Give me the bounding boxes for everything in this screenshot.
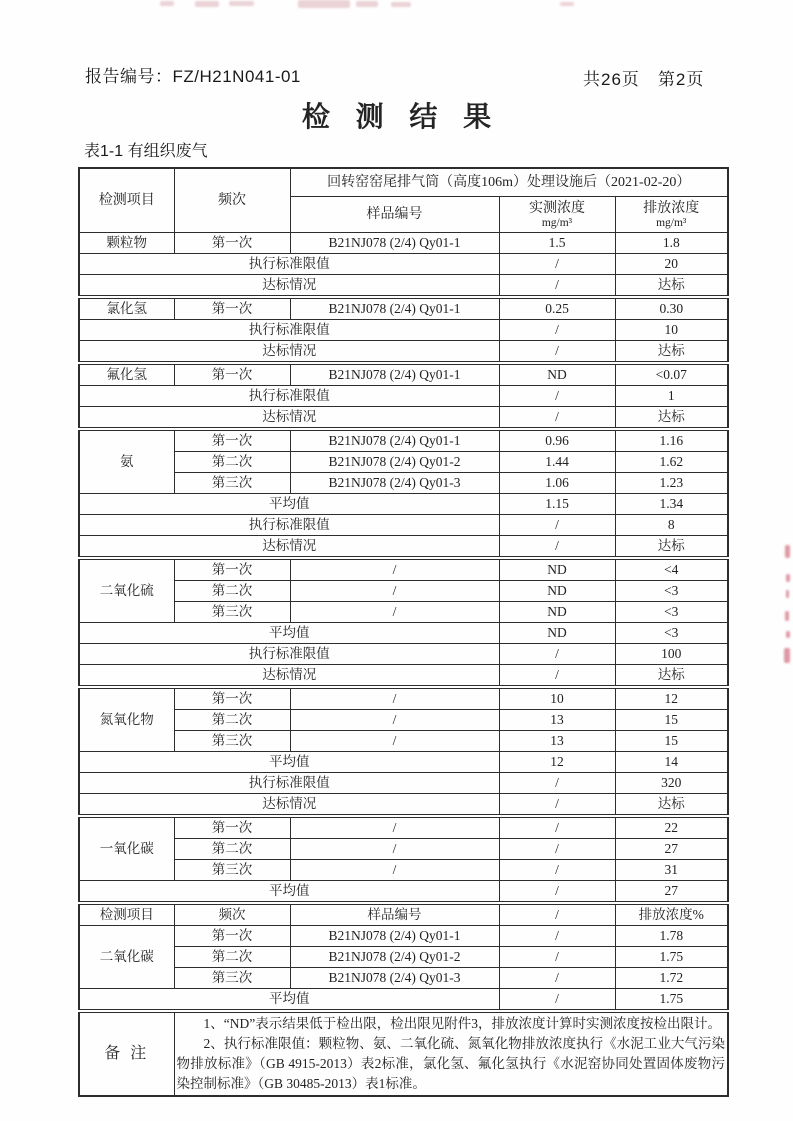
table-cell: /: [499, 989, 615, 1012]
table-cell: 二氧化碳: [79, 926, 174, 989]
table-cell: 执行标准限值: [79, 386, 499, 407]
table-cell: /: [499, 320, 615, 341]
table-cell: <3: [615, 623, 728, 644]
table-cell: 达标: [615, 275, 728, 298]
table-cell: 0.96: [499, 429, 615, 452]
table-row: [79, 839, 728, 860]
stamp-artifact-mark: [229, 1, 254, 6]
results-table-body: [79, 168, 728, 1096]
table-cell: 第一次: [174, 558, 290, 581]
table-row: [79, 1011, 728, 1096]
remark-note-line: 2、执行标准限值：颗粒物、氨、二氧化硫、氮氧化物排放浓度执行《水泥工业大气污染物排放标准》（GB 4915-2013）表2标准，氯化氢、氟化氢执行《水泥窑协同处置固体废物污染控制标准》（GB 30485-2013）表1标准。: [176, 1036, 725, 1091]
table-cell: 一氧化碳: [79, 816, 174, 881]
table-cell: 1.75: [615, 947, 728, 968]
results-table: [78, 167, 729, 1097]
table-cell: 27: [615, 839, 728, 860]
table-cell: /: [499, 794, 615, 817]
table-cell: 15: [615, 710, 728, 731]
table-row: [79, 665, 728, 688]
table-cell: B21NJ078 (2/4) Qy01-2: [290, 452, 499, 473]
table-cell: /: [499, 773, 615, 794]
table-cell: 第一次: [174, 297, 290, 320]
table-cell: <3: [615, 602, 728, 623]
table-cell: 1.8: [615, 233, 728, 254]
table-cell: 氟化氢: [79, 363, 174, 386]
table-cell: 达标: [615, 794, 728, 817]
stamp-artifact-mark: [560, 2, 574, 6]
table-row: [79, 752, 728, 773]
table-cell: /: [499, 515, 615, 536]
table-cell: 第三次: [174, 731, 290, 752]
table-cell: 达标情况: [79, 536, 499, 559]
table-cell: /: [499, 341, 615, 364]
stamp-artifact-mark: [298, 0, 350, 8]
table-cell: 1.44: [499, 452, 615, 473]
page-indicator: 共26页 第2页: [583, 70, 705, 89]
table-row: [79, 644, 728, 665]
table-row: [79, 536, 728, 559]
table-cell: 平均值: [79, 623, 499, 644]
stamp-artifact-mark: [356, 1, 378, 7]
table-row: [79, 989, 728, 1012]
table-cell: 第二次: [174, 947, 290, 968]
table-row: [79, 363, 728, 386]
table-cell: /: [290, 581, 499, 602]
table-cell: 第三次: [174, 602, 290, 623]
table-cell: 频次: [174, 903, 290, 926]
table-cell: 10: [499, 687, 615, 710]
table-row: [79, 452, 728, 473]
table-cell: /: [499, 644, 615, 665]
table-row: [79, 926, 728, 947]
table-cell: 达标: [615, 407, 728, 430]
table-cell: 1.62: [615, 452, 728, 473]
table-cell: 频次: [174, 168, 290, 233]
table-cell: 样品编号: [290, 197, 499, 233]
table-cell: 执行标准限值: [79, 773, 499, 794]
table-row: [79, 254, 728, 275]
table-row: [79, 494, 728, 515]
table-row: [79, 297, 728, 320]
table-row: [79, 881, 728, 904]
table-cell: 执行标准限值: [79, 644, 499, 665]
unit-label: mg/m³: [541, 217, 573, 229]
table-cell: 13: [499, 731, 615, 752]
table-cell: 达标: [615, 665, 728, 688]
table-cell: 氮氧化物: [79, 687, 174, 752]
table-cell: B21NJ078 (2/4) Qy01-1: [290, 926, 499, 947]
table-cell: 第一次: [174, 816, 290, 839]
table-row: [79, 731, 728, 752]
table-cell: 1.78: [615, 926, 728, 947]
table-cell: 执行标准限值: [79, 515, 499, 536]
table-cell: /: [290, 602, 499, 623]
table-cell: ND: [499, 581, 615, 602]
table-cell: /: [499, 816, 615, 839]
stamp-artifact-mark: [786, 590, 789, 598]
table-cell: 1.75: [615, 989, 728, 1012]
table-cell: 第一次: [174, 926, 290, 947]
table-cell: /: [499, 860, 615, 881]
table-row: [79, 794, 728, 817]
table-cell: 15: [615, 731, 728, 752]
table-cell: 第二次: [174, 581, 290, 602]
stamp-artifact-mark: [195, 1, 219, 7]
table-cell: 第二次: [174, 839, 290, 860]
table-cell: /: [290, 710, 499, 731]
table-cell: 达标情况: [79, 665, 499, 688]
table-cell: /: [499, 536, 615, 559]
table-cell: 氯化氢: [79, 297, 174, 320]
table-cell: ND: [499, 623, 615, 644]
table-cell: 执行标准限值: [79, 254, 499, 275]
table-cell: 排放浓度 mg/m³: [615, 197, 728, 233]
table-cell: 12: [615, 687, 728, 710]
table-cell: 达标情况: [79, 794, 499, 817]
table-row: [79, 558, 728, 581]
table-cell: 13: [499, 710, 615, 731]
table-cell: 1.15: [499, 494, 615, 515]
table-cell: 第一次: [174, 233, 290, 254]
stamp-artifact-mark: [160, 1, 174, 6]
unit-label: mg/m³: [656, 217, 687, 229]
table-row: [79, 947, 728, 968]
table-cell: /: [499, 665, 615, 688]
table-cell: 20: [615, 254, 728, 275]
table-cell: /: [290, 839, 499, 860]
table-cell: 执行标准限值: [79, 320, 499, 341]
table-cell: <4: [615, 558, 728, 581]
table-cell: 0.30: [615, 297, 728, 320]
table-cell: ND: [499, 363, 615, 386]
table-row: [79, 233, 728, 254]
table-cell: B21NJ078 (2/4) Qy01-1: [290, 297, 499, 320]
table-cell: 样品编号: [290, 903, 499, 926]
table-cell: 检测项目: [79, 168, 174, 233]
table-row: [79, 773, 728, 794]
table-cell: 二氧化硫: [79, 558, 174, 623]
table-cell: 1.5: [499, 233, 615, 254]
table-cell: 27: [615, 881, 728, 904]
stamp-artifact-mark: [785, 611, 789, 621]
table-cell: 第一次: [174, 687, 290, 710]
table-row: [79, 386, 728, 407]
table-row: [79, 473, 728, 494]
table-cell: 检测项目: [79, 903, 174, 926]
table-cell: 100: [615, 644, 728, 665]
table-cell: 1.34: [615, 494, 728, 515]
table-cell: 第二次: [174, 452, 290, 473]
table-cell: <3: [615, 581, 728, 602]
remark-note-line: 1、“ND”表示结果低于检出限，检出限见附件3，排放浓度计算时实测浓度按检出限计。: [203, 1016, 721, 1031]
table-cell: ND: [499, 558, 615, 581]
table-cell: /: [290, 731, 499, 752]
report-number: 报告编号：FZ/H21N041-01: [85, 67, 301, 86]
table-cell: 达标: [615, 341, 728, 364]
table-cell: 31: [615, 860, 728, 881]
table-cell: /: [499, 254, 615, 275]
table-cell: 320: [615, 773, 728, 794]
table-cell: B21NJ078 (2/4) Qy01-2: [290, 947, 499, 968]
table-cell: 平均值: [79, 881, 499, 904]
table-row: [79, 581, 728, 602]
table-cell: 第一次: [174, 363, 290, 386]
table-cell: 第二次: [174, 710, 290, 731]
table-cell: /: [499, 947, 615, 968]
table-row: [79, 687, 728, 710]
table-cell: /: [499, 407, 615, 430]
table-cell: /: [499, 968, 615, 989]
table-cell: 达标情况: [79, 275, 499, 298]
table-cell: 氨: [79, 429, 174, 494]
stamp-artifact-mark: [391, 2, 411, 7]
table-cell: 平均值: [79, 752, 499, 773]
table-cell: 1.16: [615, 429, 728, 452]
table-cell: 实测浓度 mg/m³: [499, 197, 615, 233]
table-row: [79, 429, 728, 452]
remark-label-cell: 备 注: [79, 1011, 174, 1096]
table-cell: 颗粒物: [79, 233, 174, 254]
page-title: 检 测 结 果: [301, 101, 501, 132]
table-cell: 排放浓度%: [615, 903, 728, 926]
table-row: [79, 903, 728, 926]
stamp-artifact-mark: [784, 648, 790, 663]
remark-notes-cell: [174, 1011, 728, 1096]
table-cell: 平均值: [79, 989, 499, 1012]
table-row: [79, 341, 728, 364]
table-cell: B21NJ078 (2/4) Qy01-1: [290, 429, 499, 452]
table-cell: /: [290, 860, 499, 881]
table-cell: /: [290, 816, 499, 839]
table-cell: ND: [499, 602, 615, 623]
table-cell: B21NJ078 (2/4) Qy01-3: [290, 473, 499, 494]
table-cell: 达标: [615, 536, 728, 559]
table-cell: /: [499, 386, 615, 407]
table-cell: 达标情况: [79, 407, 499, 430]
stamp-artifact-mark: [785, 545, 790, 558]
table-cell: /: [499, 839, 615, 860]
table-cell: 1.72: [615, 968, 728, 989]
table-cell: 第三次: [174, 968, 290, 989]
table-cell: /: [499, 881, 615, 904]
table-row: [79, 275, 728, 298]
table-cell: /: [290, 687, 499, 710]
table-caption: 表1-1 有组织废气: [84, 143, 208, 160]
table-cell: /: [290, 558, 499, 581]
table-row: [79, 816, 728, 839]
table-row: [79, 710, 728, 731]
table-cell: 1.06: [499, 473, 615, 494]
table-cell: 8: [615, 515, 728, 536]
table-cell: /: [499, 903, 615, 926]
table-cell: 平均值: [79, 494, 499, 515]
table-cell: B21NJ078 (2/4) Qy01-1: [290, 363, 499, 386]
table-cell: 1.23: [615, 473, 728, 494]
table-cell: 第一次: [174, 429, 290, 452]
table-cell: 回转窑窑尾排气筒（高度106m）处理设施后（2021-02-20）: [290, 168, 728, 197]
table-cell: /: [499, 926, 615, 947]
table-row: [79, 515, 728, 536]
table-cell: 12: [499, 752, 615, 773]
table-cell: <0.07: [615, 363, 728, 386]
table-cell: 第三次: [174, 860, 290, 881]
table-cell: 达标情况: [79, 341, 499, 364]
stamp-artifact-mark: [786, 631, 790, 638]
table-cell: 第三次: [174, 473, 290, 494]
table-row: [79, 860, 728, 881]
stamp-artifact-mark: [786, 574, 790, 582]
table-cell: B21NJ078 (2/4) Qy01-1: [290, 233, 499, 254]
table-cell: 1: [615, 386, 728, 407]
table-row: [79, 623, 728, 644]
table-cell: 22: [615, 816, 728, 839]
table-row: [79, 407, 728, 430]
table-row: [79, 602, 728, 623]
table-row: [79, 968, 728, 989]
table-cell: 0.25: [499, 297, 615, 320]
table-row: [79, 320, 728, 341]
table-cell: /: [499, 275, 615, 298]
table-cell: 14: [615, 752, 728, 773]
table-cell: B21NJ078 (2/4) Qy01-3: [290, 968, 499, 989]
table-cell: 10: [615, 320, 728, 341]
table-row: [79, 168, 728, 197]
